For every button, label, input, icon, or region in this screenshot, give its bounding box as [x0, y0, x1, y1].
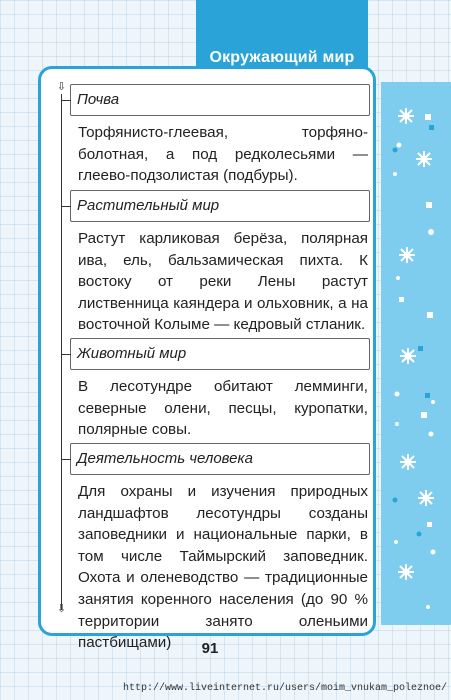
- snowflake-icon: [399, 247, 415, 263]
- section-text-human-activity: Для охраны и изучения природных ландшафтов лесотундры созданы заповедники и национальные парки, в том числе Таймырский заповедник. Охота и оленеводство — традиционные занятия коренного населения (до 90 % территории занято оленьими пастбищами): [78, 483, 368, 652]
- page-number: 91: [201, 640, 219, 657]
- arrow-down-icon: ⇩: [56, 81, 67, 93]
- header-title: Окружающий мир: [209, 49, 355, 66]
- flow-line: [61, 94, 62, 610]
- arrow-down-icon: ⇩: [56, 603, 67, 615]
- snowflake-icon: [400, 348, 416, 364]
- snowflake-icon: [418, 490, 434, 506]
- section-text-soil: Торфянисто-глеевая, торфяно-болотная, а под редколесьями — глеево-подзолистая (подбуры).: [78, 124, 368, 185]
- section-heading-human-activity: Деятельность человека: [70, 443, 370, 475]
- snowflake-decorations: [381, 82, 451, 625]
- section-text-plants: Растут карликовая берёза, полярная ива, ель, бальзамическая пихта. К востоку от реки Лены растут лиственница каяндера и ольховник, а на восточной Колыме — кедровый стланик.: [78, 230, 368, 334]
- section-heading-animals: Животный мир: [70, 338, 370, 370]
- section-heading-soil: Почва: [70, 84, 370, 116]
- source-watermark: http://www.liveinternet.ru/users/moim_vnukam_poleznoe/: [122, 683, 447, 694]
- snowflake-icon: [398, 108, 414, 124]
- section-heading-plants: Растительный мир: [70, 190, 370, 222]
- decorative-side-strip: [381, 82, 451, 625]
- snowflake-icon: [400, 454, 416, 470]
- snowflake-icon: [416, 151, 432, 167]
- snowflake-icon: [398, 564, 414, 580]
- section-text-animals: В лесотундре обитают лемминги, северные олени, песцы, куропатки, полярные совы.: [78, 378, 368, 439]
